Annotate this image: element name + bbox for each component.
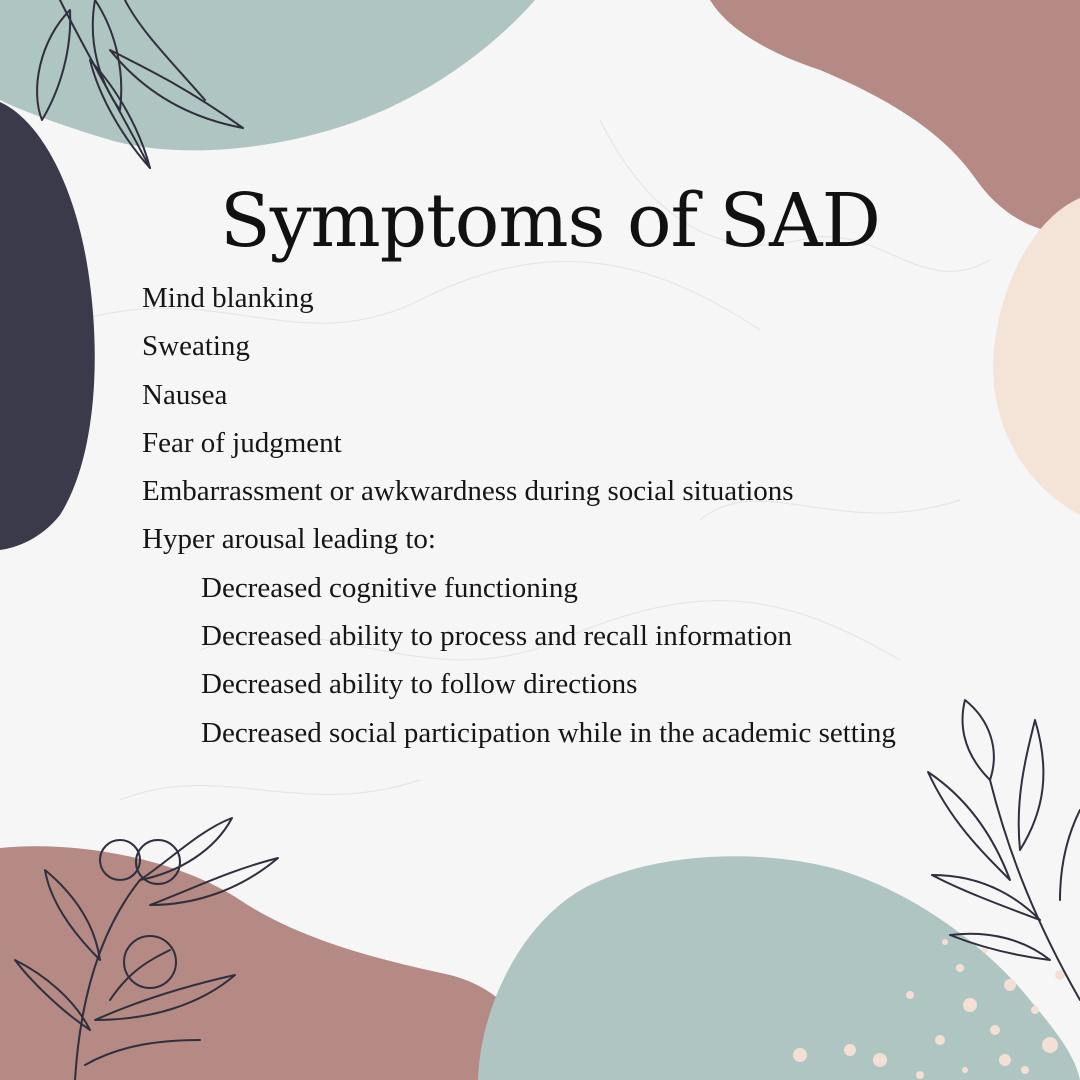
sub-list-item: Decreased cognitive functioning (201, 571, 578, 604)
mauve-blob-bottom-left (0, 846, 538, 1080)
list-item: Sweating (142, 330, 250, 363)
list-item: Embarrassment or awkwardness during social situations (142, 475, 794, 508)
sub-list-item: Decreased ability to follow directions (201, 668, 638, 701)
list-item: Nausea (142, 378, 228, 411)
list-item: Fear of judgment (142, 426, 342, 459)
sage-blob-top (0, 0, 535, 150)
sage-blob-bottom-right (478, 856, 1080, 1080)
list-item: Hyper arousal leading to: (142, 523, 436, 556)
page-title: Symptoms of SAD (220, 178, 880, 264)
symptom-list (142, 274, 962, 757)
sub-list-item: Decreased social participation while in the academic setting (201, 716, 896, 749)
list-item: Mind blanking (142, 282, 314, 314)
navy-blob-left (0, 102, 95, 550)
sub-list-item: Decreased ability to process and recall information (201, 620, 793, 653)
